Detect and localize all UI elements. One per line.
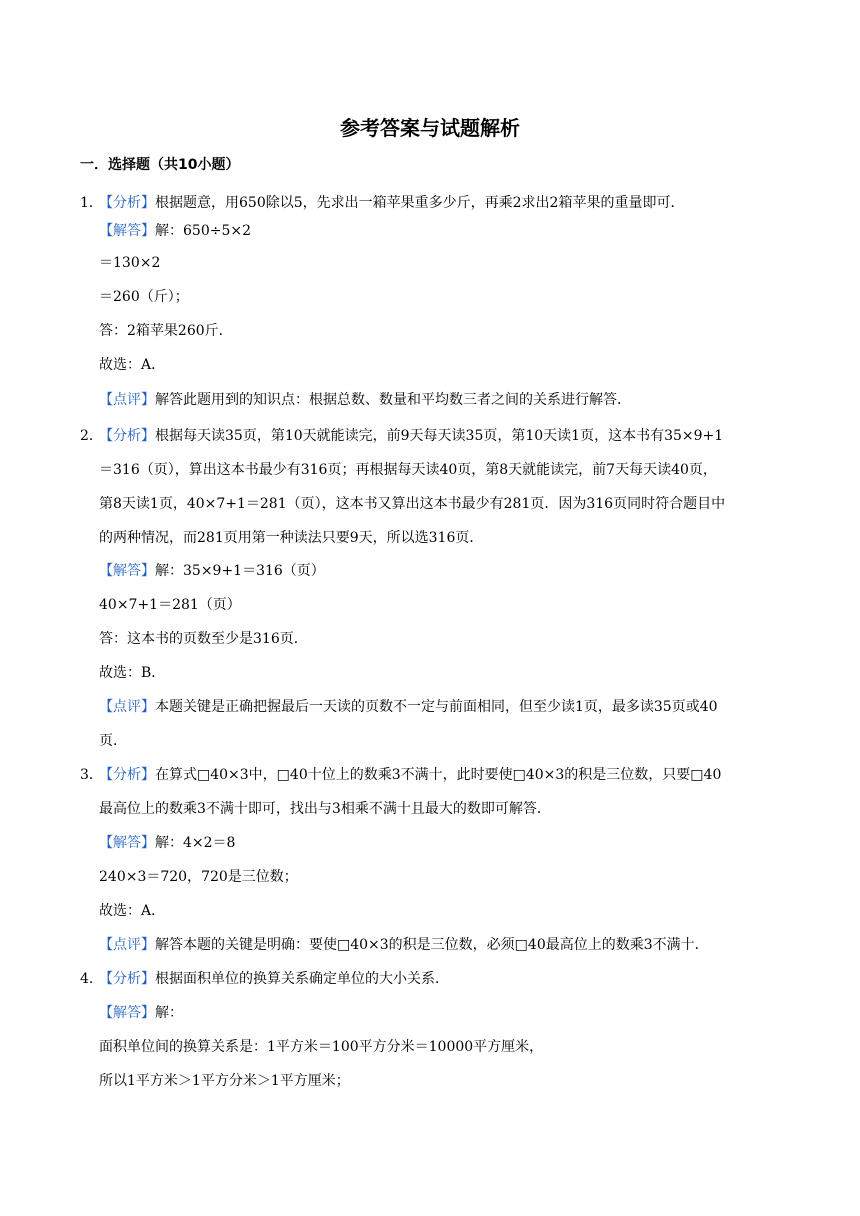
q4-solution: 【解答】解： <box>99 1005 183 1021</box>
section-heading: 一．选择题（共10小题） <box>80 157 240 173</box>
q1-answer: 答：2箱苹果260斤． <box>99 323 233 339</box>
q2-choice: 故选：B． <box>99 665 166 681</box>
q3-comment: 【点评】解答本题的关键是明确：要使□40×3的积是三位数，必须□40最高位上的数乘3不满十． <box>99 937 709 953</box>
q2-analysis-line: ＝316（页），算出这本书最少有316页；再根据每天读40页，第8天就能读完，前7天每天读40页， <box>99 462 717 478</box>
page-title: 参考答案与试题解析 <box>340 116 520 140</box>
q4-step: 面积单位间的换算关系是：1平方米＝100平方分米＝10000平方厘米， <box>99 1039 544 1055</box>
q1-step: ＝130×2 <box>99 255 161 271</box>
q4-analysis: 【分析】根据面积单位的换算关系确定单位的大小关系． <box>99 971 449 987</box>
q3-number: 3． <box>80 767 103 783</box>
q2-answer: 答：这本书的页数至少是316页． <box>99 631 308 647</box>
solution-tag: 【解答】 <box>99 835 155 851</box>
q3-analysis-line: 最高位上的数乘3不满十即可，找出与3相乘不满十且最大的数即可解答． <box>99 801 551 817</box>
q2-analysis-line: 【分析】根据每天读35页，第10天就能读完，前9天每天读35页，第10天读1页，这本书有35×9+1 <box>99 428 724 444</box>
q1-comment: 【点评】解答此题用到的知识点：根据总数、数量和平均数三者之间的关系进行解答． <box>99 392 631 408</box>
q2-analysis-line: 的两种情况，而281页用第一种读法只要9天，所以选316页． <box>99 530 484 546</box>
q1-choice: 故选：A． <box>99 357 166 373</box>
q3-choice: 故选：A． <box>99 903 166 919</box>
analysis-tag: 【分析】 <box>99 428 155 444</box>
q4-step: 所以1平方米＞1平方分米＞1平方厘米； <box>99 1073 350 1089</box>
q1-number: 1． <box>80 195 103 211</box>
solution-tag: 【解答】 <box>99 563 155 579</box>
q4-number: 4． <box>80 971 103 987</box>
q2-analysis-line: 第8天读1页，40×7+1＝281（页），这本书又算出这本书最少有281页．因为316页同时符合题目中 <box>99 496 726 512</box>
q2-comment-line: 【点评】本题关键是正确把握最后一天读的页数不一定与前面相同，但至少读1页，最多读35页或40 <box>99 699 718 715</box>
solution-tag: 【解答】 <box>99 1005 155 1021</box>
q1-solution: 【解答】解：650÷5×2 <box>99 223 251 239</box>
q2-number: 2． <box>80 428 103 444</box>
solution-tag: 【解答】 <box>99 223 155 239</box>
analysis-tag: 【分析】 <box>99 767 155 783</box>
q2-step: 40×7+1＝281（页） <box>99 597 241 613</box>
q1-step: ＝260（斤）； <box>99 289 189 305</box>
q2-solution: 【解答】解：35×9+1＝316（页） <box>99 563 325 579</box>
q2-comment-line: 页． <box>99 733 127 749</box>
analysis-tag: 【分析】 <box>99 971 155 987</box>
comment-tag: 【点评】 <box>99 699 155 715</box>
analysis-tag: 【分析】 <box>99 195 155 211</box>
comment-tag: 【点评】 <box>99 392 155 408</box>
q3-step: 240×3＝720，720是三位数； <box>99 869 298 885</box>
comment-tag: 【点评】 <box>99 937 155 953</box>
q3-solution: 【解答】解：4×2＝8 <box>99 835 236 851</box>
q3-analysis-line: 【分析】在算式□40×3中，□40十位上的数乘3不满十，此时要使□40×3的积是三位数，只要□40 <box>99 767 722 783</box>
q1-analysis: 【分析】根据题意，用650除以5，先求出一箱苹果重多少斤，再乘2求出2箱苹果的重量即可． <box>99 195 685 211</box>
